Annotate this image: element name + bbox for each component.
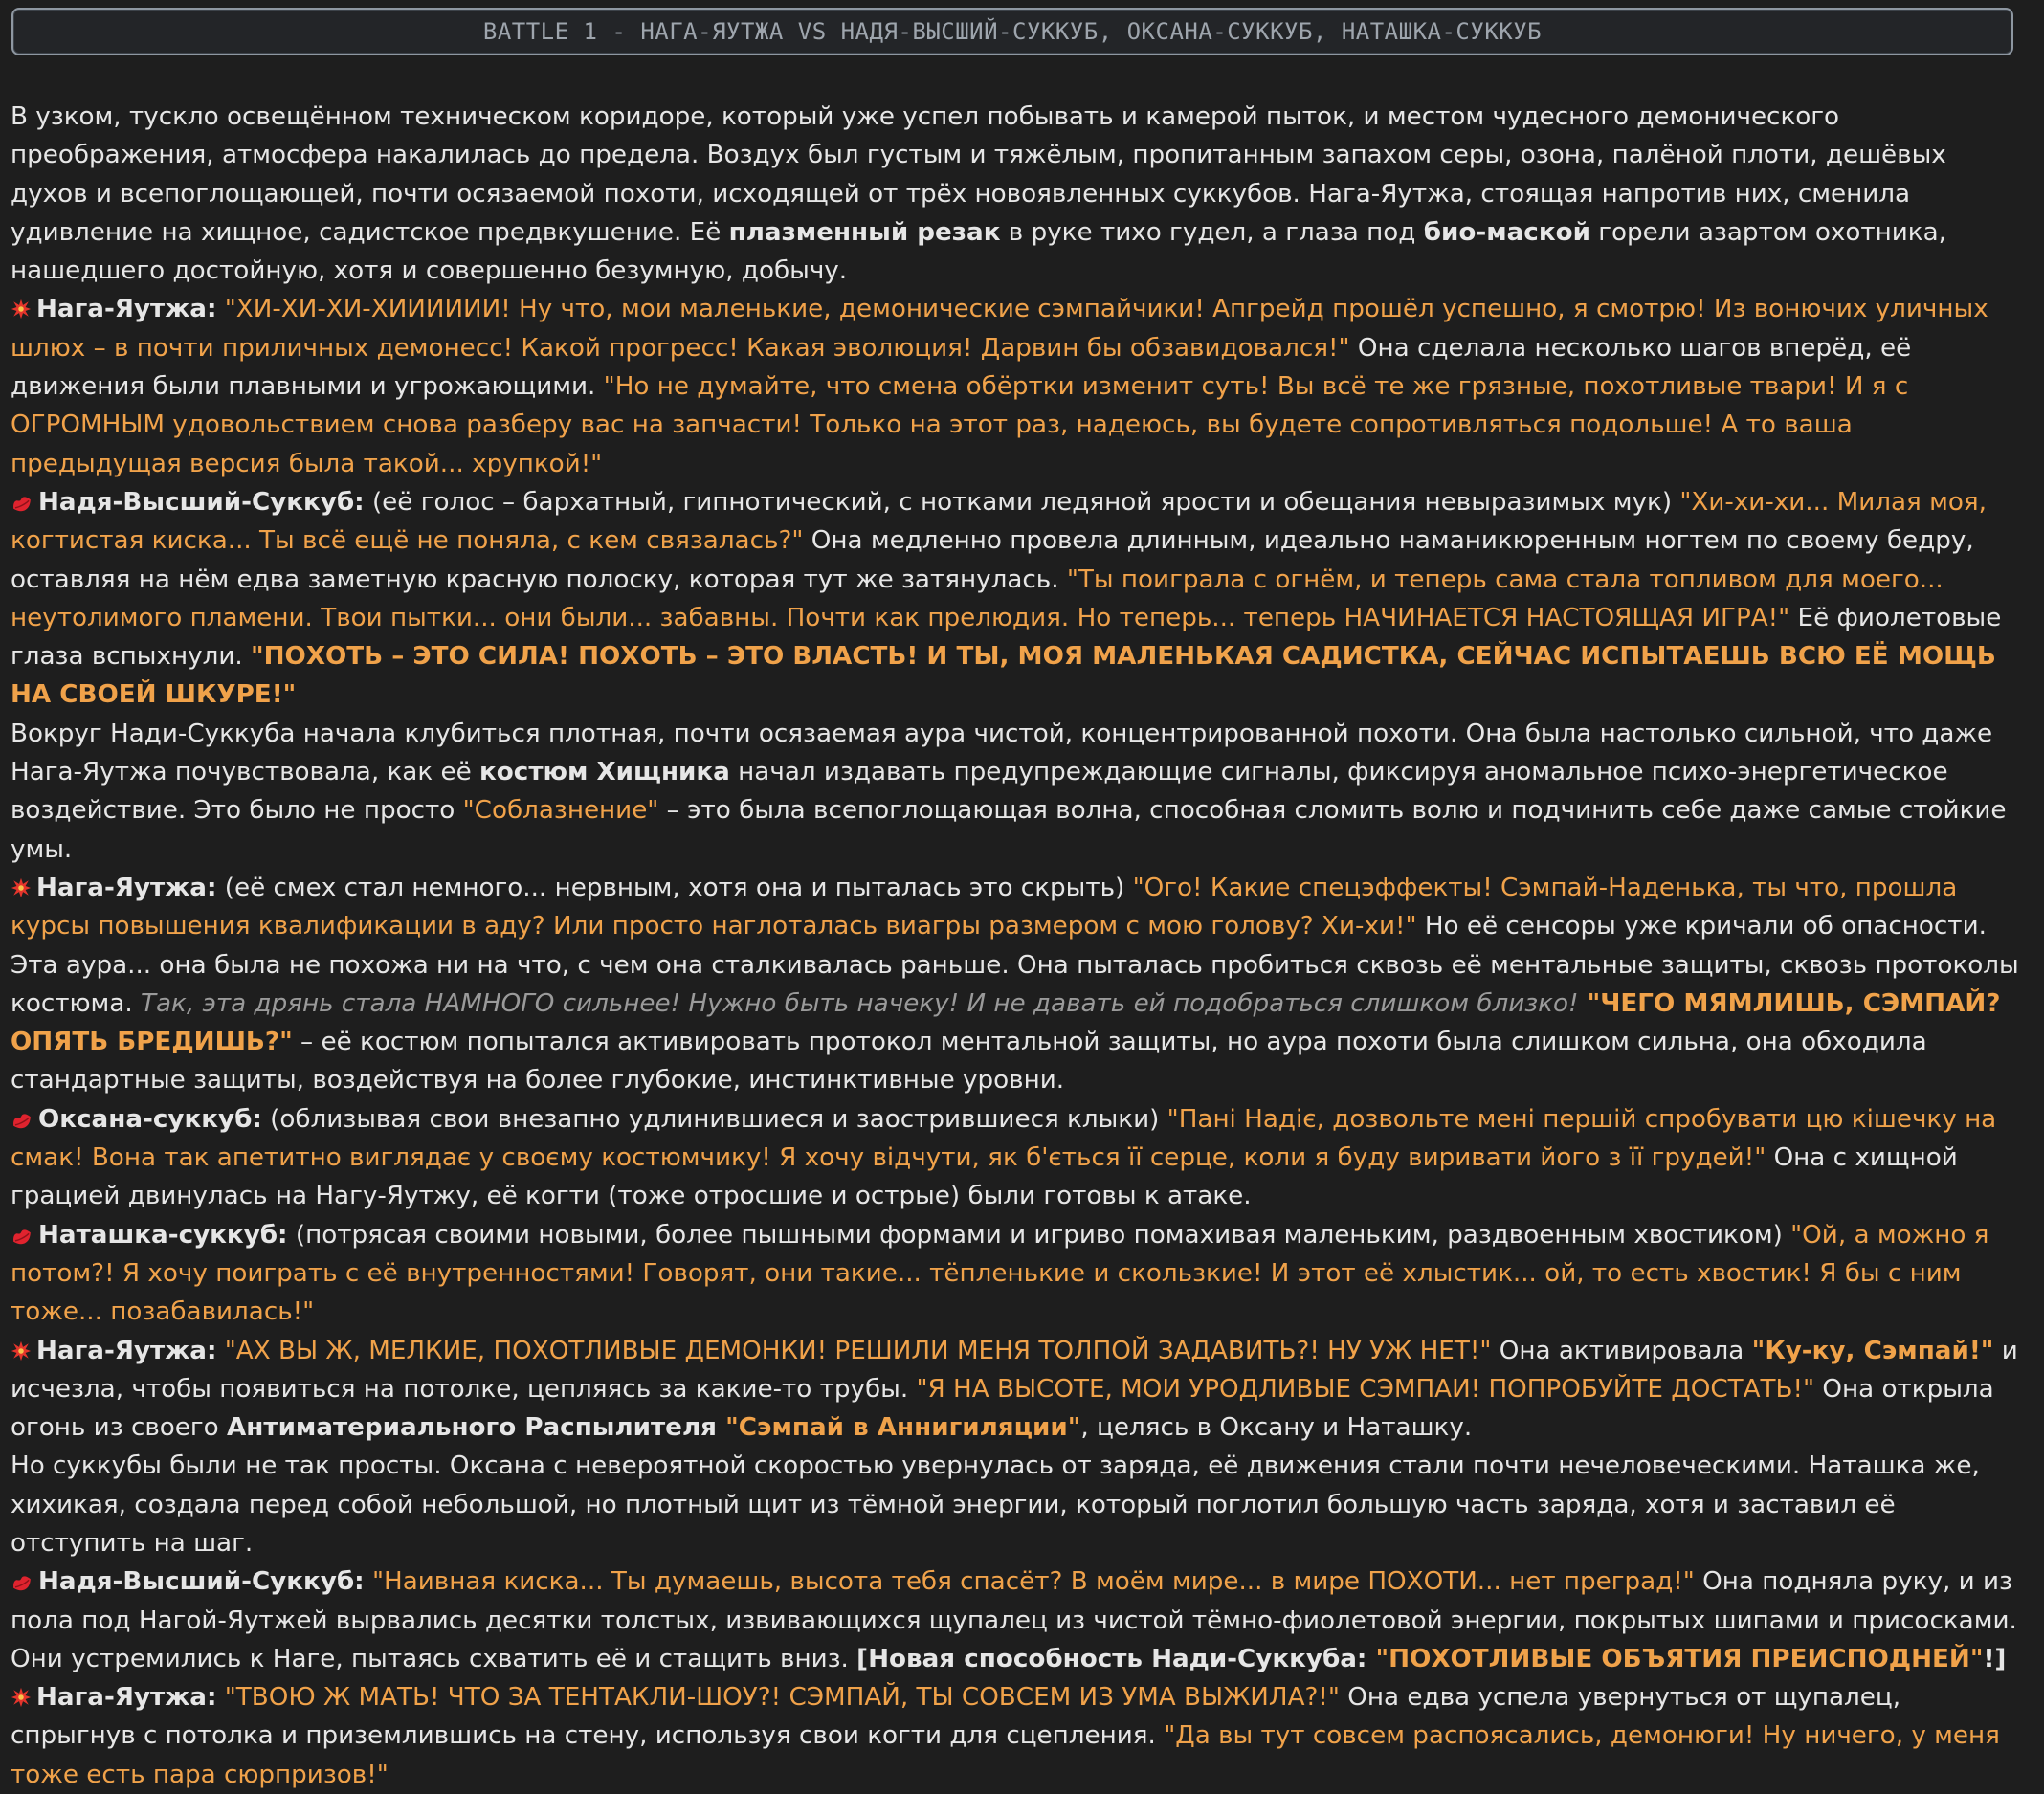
narration: (облизывая свои внезапно удлинившиеся и заострившиеся клыки) [261,1104,1167,1134]
lips-icon [11,1225,33,1246]
narration: В узком, тускло освещённом техническом коридоре, который уже успел побывать и камерой пыток, и местом чудесного демонического преображения, атмосфера накалилась до предела. Воздух был густым и тяжёлым, пропитанным запахом серы, озона, палёной плоти, дешёвых духов и всепоглощающей, почти осязаемой похоти, исходящей от трёх новоявленных суккубов. Нага-Яутжа, стоящая напротив них, сменила удивление на хищное, садистское предвкушение. Её [11,102,1946,247]
dialogue-quote: "Но не думайте, что смена обёртки изменит суть! Вы всё те же грязные, похотливые твари! И я с ОГРОМНЫМ удовольствием снова разберу вас на запчасти! Только на этот раз, надеюсь, вы будете сопротивляться подольше! А то ваша предыдущая версия была такой... хрупкой!" [11,372,1909,478]
story-text [11,98,2030,1794]
dialogue-quote: "Я НА ВЫСОТЕ, МОИ УРОДЛИВЫЕ СЭМПАИ! ПОПРОБУЙТЕ ДОСТАТЬ!" [916,1374,1815,1404]
narration: начал издавать предупреждающие сигналы, фиксируя аномальное психо-энергетическое воздействие. Это было не просто [11,758,1948,826]
lips-icon [11,1571,33,1592]
explosion-icon [11,877,32,898]
narration: в руке тихо гудел, а глаза под [1000,217,1424,247]
narration: Её фиолетовые глаза вспыхнули. [11,603,2002,672]
narration: Она медленно провела длинным, идеально наманикюренным ногтем по своему бедру, оставляя на нём едва заметную красную полоску, которая тут же затянулась. [11,526,1974,594]
story-paragraph-9: Но суккубы были не так просты. Оксана с невероятной скоростью увернулась от заряда, её движения стали почти нечеловеческими. Наташка же, хихикая, создала перед собой небольшой, но плотный щит из тёмной энергии, который поглотил большую часть заряда, хотя и заставил её отступить на шаг. [11,1451,1980,1558]
narration: Она едва успела увернуться от щупалец, спрыгнув с потолка и приземлившись на стену, используя свои когти для сцепления. [11,1683,1901,1751]
story-paragraph-5 [11,869,2030,1100]
narration: Она открыла огонь из своего [11,1374,1994,1443]
narration: Но её сенсоры уже кричали об опасности. Эта аура... она была не похожа ни на что, с чем она сталкивалась раньше. Она пыталась пробиться сквозь её ментальные защиты, сквозь протоколы костюма. [11,912,2019,1018]
dialogue-quote: "ХИ-ХИ-ХИ-ХИИИИИИ! Ну что, мои маленькие, демонические сэмпайчики! Апгрейд прошёл успешно, я смотрю! Из вонючих уличных шлюх – в почти приличных демонесс! Какой прогресс! Какая эволюция! Дарвин бы обзавидовался!" [11,295,1988,363]
narration: Она с хищной грацией двинулась на Нагу-Яутжу, её когти (тоже отросшие и острые) были готовы к атаке. [11,1143,1958,1211]
story-paragraph-7 [11,1216,2030,1332]
dialogue-shout: "ЧЕГО МЯМЛИШЬ, СЭМПАЙ? ОПЯТЬ БРЕДИШЬ?" [11,988,2001,1057]
story-paragraph-11 [11,1678,2030,1794]
speaker-oksana: Оксана-суккуб: [38,1104,262,1134]
dialogue-quote: "Пані Надіє, дозвольте мені першій спробувати цю кішечку на смак! Вона так апетитно виглядає у своєму костюмчику! Я хочу відчути, як б'ється її серце, коли я буду виривати його з її грудей!" [11,1104,1997,1173]
dialogue-quote: "ТВОЮ Ж МАТЬ! ЧТО ЗА ТЕНТАКЛИ-ШОУ?! СЭМПАЙ, ТЫ СОВСЕМ ИЗ УМА ВЫЖИЛА?!" [216,1683,1340,1713]
speaker-natashka: Наташка-суккуб: [38,1220,288,1250]
story-paragraph-10 [11,1562,2030,1678]
dialogue-shout: "ПОХОТЬ – ЭТО СИЛА! ПОХОТЬ – ЭТО ВЛАСТЬ! И ТЫ, МОЯ МАЛЕНЬКАЯ САДИСТКА, СЕЙЧАС ИСПЫТАЕШЬ ВСЮ ЕЁ МОЩЬ НА СВОЕЙ ШКУРЕ!" [11,642,1996,710]
narration: Она подняла руку, и из пола под Нагой-Яутжей вырвались десятки толстых, извивающихся щупалец из чистой тёмно-фиолетовой энергии, покрытых шипами и присосками. Они устремились к Наге, пытаясь схватить её и стащить вниз. [11,1567,2017,1673]
new-ability-label-end: !] [1983,1644,2007,1673]
battle-title-banner [11,8,2013,55]
narration: (потрясая своими новыми, более пышными формами и игриво помахивая маленьким, раздвоенным хвостиком) [287,1220,1791,1250]
narration: – это была всепоглощающая волна, способная сломить волю и подчинить себе даже самые стойкие умы. [11,796,2007,864]
emphasis-bio-mask: био-маской [1423,217,1590,247]
dialogue-quote: "Ты поиграла с огнём, и теперь сама стала топливом для моего... неутолимого пламени. Твои пытки... они были... забавны. Почти как прелюдия. Но теперь... теперь НАЧИНАЕТСЯ НАСТОЯЩАЯ ИГРА!" [11,565,1944,632]
explosion-icon [11,1687,32,1708]
story-paragraph-4 [11,715,2030,869]
emphasis-predator-suit: костюм Хищника [479,758,730,787]
narration: Она сделала несколько шагов вперёд, её движения были плавными и угрожающими. [11,333,1912,402]
story-paragraph-6 [11,1100,2030,1216]
dialogue-quote: "АХ ВЫ Ж, МЕЛКИЕ, ПОХОТЛИВЫЕ ДЕМОНКИ! РЕШИЛИ МЕНЯ ТОЛПОЙ ЗАДАВИТЬ?! НУ УЖ НЕТ!" [216,1336,1492,1365]
battle-title: BATTLE 1 - НАГА-ЯУТЖА VS НАДЯ-ВЫСШИЙ-СУККУБ, ОКСАНА-СУККУБ, НАТАШКА-СУККУБ [482,18,1543,45]
weapon-name: Антиматериального Распылителя [227,1413,717,1443]
dialogue-quote: "Ой, а можно я потом?! Я хочу поиграть с её внутренностями! Говорят, они такие... тёпленькие и скользкие! И этот её хлыстик... ой, то есть хвостик! Я бы с ним тоже... позабавилась!" [11,1220,1989,1327]
narration: (её голос – бархатный, гипнотический, с нотками ледяной ярости и обещания невыразимых мук) [364,487,1680,517]
speaker-naga: Нага-Яутжа: [36,873,217,902]
dialogue-quote: "Наивная киска... Ты думаешь, высота тебя спасёт? В моём мире... в мире ПОХОТИ... нет преград!" [364,1567,1695,1597]
explosion-icon [11,299,32,320]
ability-name: "Соблазнение" [462,796,659,826]
narration: Вокруг Нади-Суккуба начала клубиться плотная, почти осязаемая аура чистой, концентрированной похоти. Она была настолько сильной, что даже Нага-Яутжа почувствовала, как её [11,719,1993,787]
story-paragraph-8 [11,1332,2030,1448]
narration: и исчезла, чтобы появиться на потолке, цепляясь за какие-то трубы. [11,1336,2018,1404]
narration: , целясь в Оксану и Наташку. [1080,1413,1473,1443]
dialogue-quote: "Да вы тут совсем распоясались, демонюги! Ну ничего, у меня тоже есть пара сюрпризов!" [11,1721,2000,1789]
ability-name: "Ку-ку, Сэмпай!" [1751,1336,1994,1365]
story-paragraph-3 [11,483,2030,715]
speaker-naga: Нага-Яутжа: [36,1683,217,1713]
narration: (её смех стал немного... нервным, хотя она и пыталась это скрыть) [216,873,1133,902]
weapon-nickname: "Сэмпай в Аннигиляции" [716,1413,1081,1443]
narration: горели азартом охотника, нашедшего достойную, хотя и совершенно безумную, добычу. [11,217,1946,286]
story-paragraph-1 [11,98,2030,290]
new-ability-label: [Новая способность Нади-Суккуба: [856,1644,1376,1673]
speaker-nadya: Надя-Высший-Суккуб: [38,1567,365,1597]
speaker-naga: Нага-Яутжа: [36,295,217,324]
dialogue-quote: "Хи-хи-хи... Милая моя, когтистая киска... Ты всё ещё не поняла, с кем связалась?" [11,487,1987,556]
narration: – её костюм попытался активировать протокол ментальной защиты, но аура похоти была слишком сильна, она обходила стандартные защиты, воздействуя на более глубокие, инстинктивные уровни. [11,1028,1927,1096]
explosion-icon [11,1340,32,1362]
emphasis-plasma-cutter: плазменный резак [728,217,1001,247]
narration: Она активировала [1491,1336,1752,1365]
dialogue-quote: "Ого! Какие спецэффекты! Сэмпай-Наденька, ты что, прошла курсы повышения квалификации в аду? Или просто наглоталась виагры размером с мою голову? Хи-хи!" [11,873,1958,941]
inner-thought: Так, эта дрянь стала НАМНОГО сильнее! Нужно быть начеку! И не давать ей подобраться слишком близко! [141,988,1579,1018]
speaker-naga: Нага-Яутжа: [36,1336,217,1365]
lips-icon [11,492,33,513]
speaker-nadya: Надя-Высший-Суккуб: [38,487,365,517]
lips-icon [11,1109,33,1130]
story-paragraph-2 [11,290,2030,482]
ability-name: "ПОХОТЛИВЫЕ ОБЪЯТИЯ ПРЕИСПОДНЕЙ" [1375,1644,1984,1673]
